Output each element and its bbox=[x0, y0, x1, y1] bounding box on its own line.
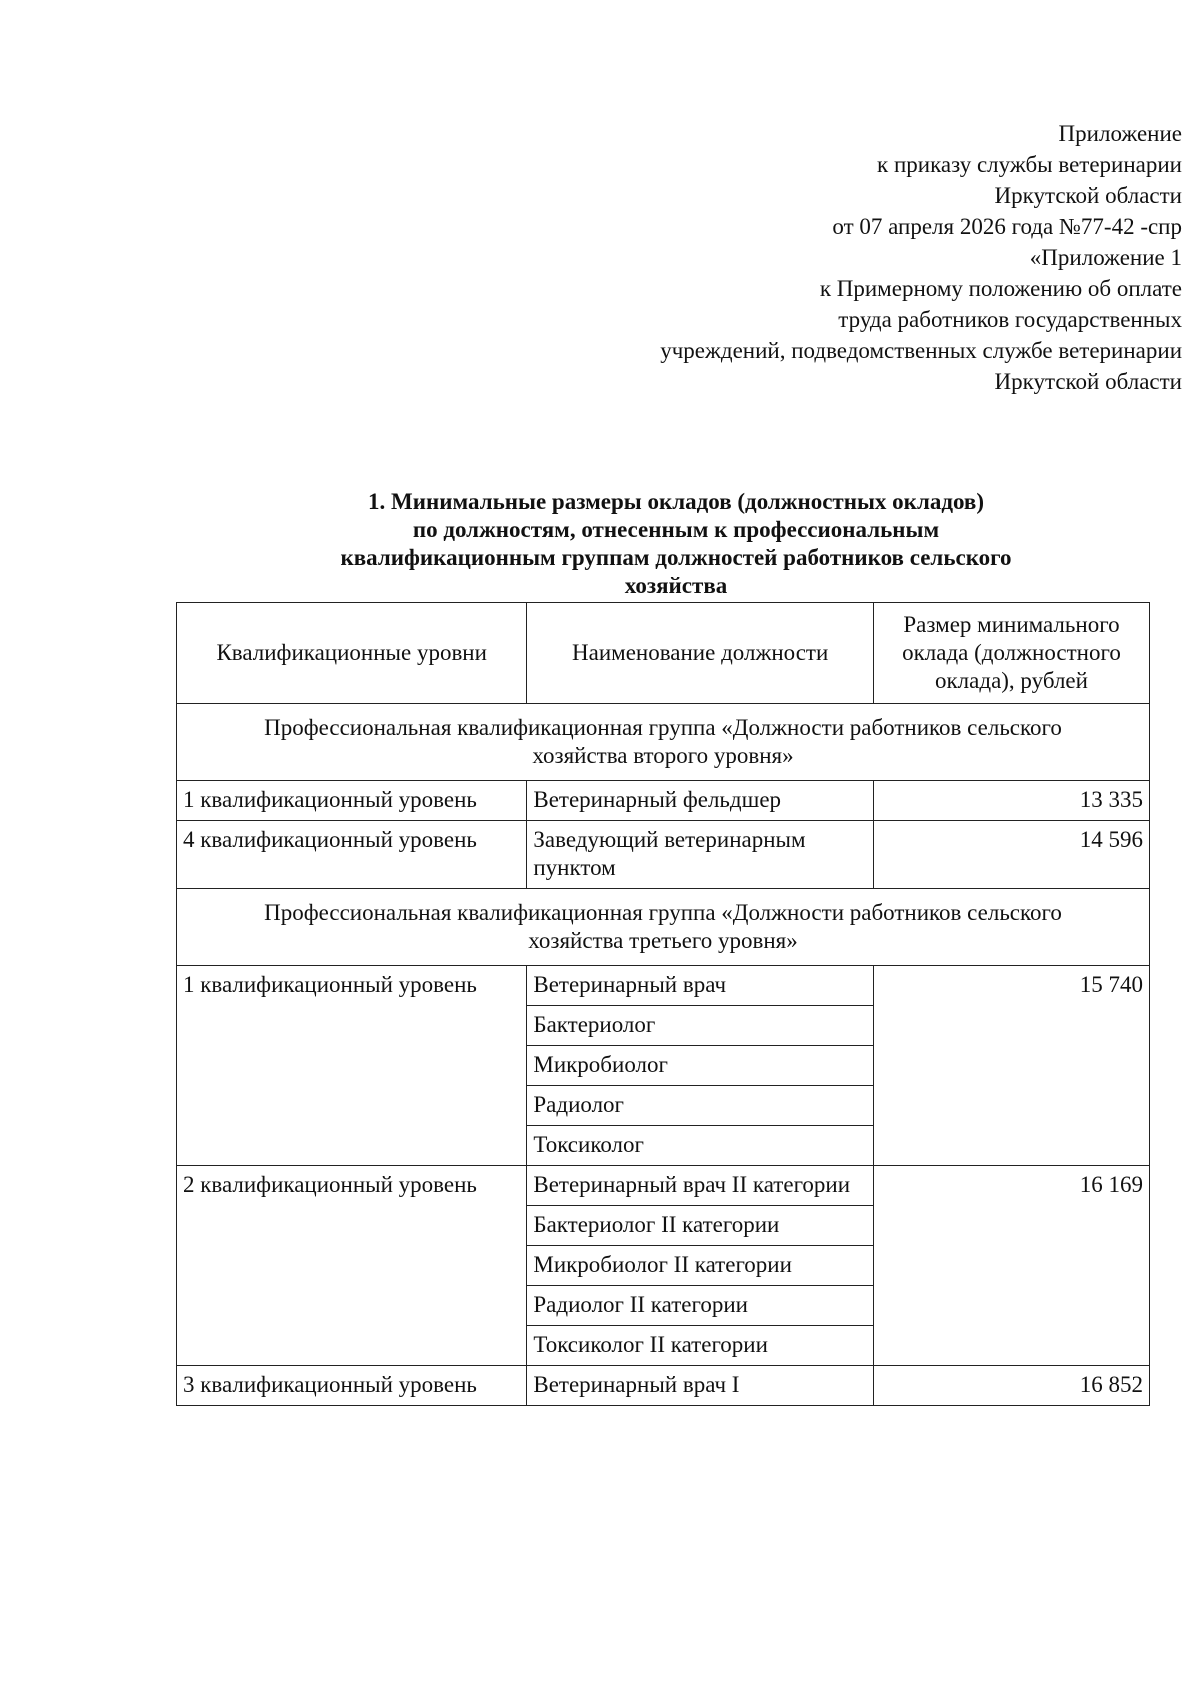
salary-cell: 14 596 bbox=[873, 821, 1149, 889]
table-header-row bbox=[177, 603, 1150, 704]
table-row bbox=[177, 821, 1150, 889]
header-line-appendix: Приложение bbox=[1058, 121, 1182, 146]
level-cell: 4 квалификационный уровень bbox=[177, 821, 527, 889]
header-line-regulation: к Примерному положению об оплате bbox=[819, 276, 1182, 301]
position-cell: Ветеринарный врач II категории bbox=[527, 1166, 874, 1206]
position-cell: Ветеринарный фельдшер bbox=[527, 781, 874, 821]
position-cell: Радиолог II категории bbox=[527, 1286, 874, 1326]
group-title: Профессиональная квалификационная группа «Должности работников сельского хозяйства второго уровня» bbox=[177, 704, 1150, 781]
position-cell: Бактериолог II категории bbox=[527, 1206, 874, 1246]
position-cell: Заведующий ветеринарным пунктом bbox=[527, 821, 874, 889]
section-title bbox=[176, 488, 1176, 600]
position-cell: Токсиколог bbox=[527, 1126, 874, 1166]
table-row bbox=[177, 1166, 1150, 1206]
document-header bbox=[542, 118, 1182, 397]
position-cell: Ветеринарный врач bbox=[527, 966, 874, 1006]
table-row bbox=[177, 1366, 1150, 1406]
salary-table bbox=[176, 602, 1150, 1406]
title-line: квалификационным группам должностей работников сельского bbox=[340, 545, 1012, 570]
header-line-institutions: учреждений, подведомственных службе ветеринарии bbox=[660, 338, 1182, 363]
position-cell: Радиолог bbox=[527, 1086, 874, 1126]
header-salary: Размер минимального оклада (должностного оклада), рублей bbox=[873, 603, 1149, 704]
group-row bbox=[177, 889, 1150, 966]
group-title: Профессиональная квалификационная группа «Должности работников сельского хозяйства третьего уровня» bbox=[177, 889, 1150, 966]
table-row bbox=[177, 781, 1150, 821]
header-line-order: к приказу службы ветеринарии bbox=[877, 152, 1182, 177]
salary-cell: 15 740 bbox=[873, 966, 1149, 1166]
header-line-workers: труда работников государственных bbox=[838, 307, 1182, 332]
title-line: хозяйства bbox=[624, 573, 728, 598]
header-line-appendix-1: «Приложение 1 bbox=[1029, 245, 1182, 270]
position-cell: Микробиолог bbox=[527, 1046, 874, 1086]
header-line-region: Иркутской области bbox=[994, 183, 1182, 208]
title-line: 1. Минимальные размеры окладов (должностных окладов) bbox=[368, 489, 984, 514]
header-levels: Квалификационные уровни bbox=[177, 603, 527, 704]
level-cell: 2 квалификационный уровень bbox=[177, 1166, 527, 1366]
level-cell: 1 квалификационный уровень bbox=[177, 781, 527, 821]
group-row bbox=[177, 704, 1150, 781]
position-cell: Токсиколог II категории bbox=[527, 1326, 874, 1366]
position-cell: Ветеринарный врач I bbox=[527, 1366, 874, 1406]
salary-cell: 16 169 bbox=[873, 1166, 1149, 1366]
level-cell: 3 квалификационный уровень bbox=[177, 1366, 527, 1406]
level-cell: 1 квалификационный уровень bbox=[177, 966, 527, 1166]
header-line-region-2: Иркутской области bbox=[994, 369, 1182, 394]
salary-cell: 16 852 bbox=[873, 1366, 1149, 1406]
header-line-date: от 07 апреля 2026 года №77-42 -спр bbox=[832, 214, 1182, 239]
position-cell: Бактериолог bbox=[527, 1006, 874, 1046]
header-position: Наименование должности bbox=[527, 603, 874, 704]
position-cell: Микробиолог II категории bbox=[527, 1246, 874, 1286]
salary-cell: 13 335 bbox=[873, 781, 1149, 821]
table-row bbox=[177, 966, 1150, 1006]
title-line: по должностям, отнесенным к профессиональным bbox=[412, 517, 940, 542]
